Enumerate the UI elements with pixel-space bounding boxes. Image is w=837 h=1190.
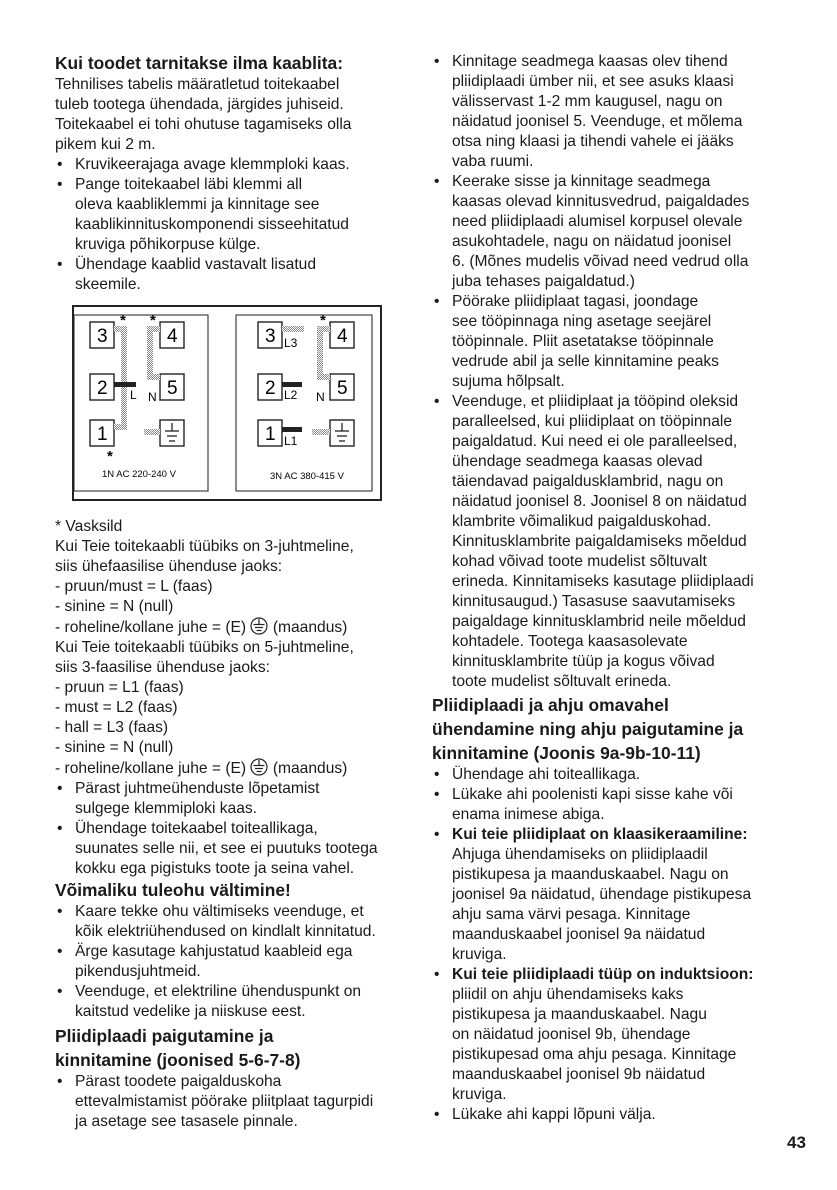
text-line: näidatud joonisel 8. Joonisel 8 on näidatud xyxy=(452,493,747,510)
text-line: kinnitusklambrite tüüp ja kogus võivad xyxy=(452,653,715,670)
text-line: - pruun/must = L (faas) xyxy=(55,578,213,595)
copper-bridge-right xyxy=(320,329,330,377)
text-line: sulgege klemmiploki kaas. xyxy=(75,800,258,817)
text-line: 6. (Mõnes mudelis võivad need vedrud olla xyxy=(452,253,749,270)
bullet-dot: • xyxy=(57,156,63,173)
text-line: kõik elektriühendused on kindlalt kinnitatud. xyxy=(75,923,376,940)
text-line: Ühendage kaablid vastavalt lisatud xyxy=(75,256,316,273)
text-line: kaablikinnituskomponendi sisseehitatud xyxy=(75,216,349,233)
terminal-5-label: 5 xyxy=(337,378,348,399)
text-line: Kinnitage seadmega kaasas olev tihend xyxy=(452,53,728,70)
bullet-moisture xyxy=(55,982,400,1022)
text-line: ettevalmistamist pöörake pliitplaat tagurpidi xyxy=(75,1093,374,1110)
text-line: Toitekaabel ei tohi ohutuse tagamiseks olla xyxy=(55,116,352,133)
text-line: välisservast 1-2 mm kaugusel, nagu on xyxy=(452,93,723,110)
bullet-arc xyxy=(55,902,400,942)
l2-wire xyxy=(282,382,302,387)
text-line: kaasas olevad kinnitusvedrud, paigaldades xyxy=(452,193,750,210)
text-line: Pliidiplaadi paigutamine ja xyxy=(55,1026,274,1046)
text-line: paigaldatud. Kui need ei ole paralleelsed, xyxy=(452,433,738,450)
three-phase-label: 3N AC 380-415 V xyxy=(270,471,344,482)
intro-paragraph xyxy=(55,75,400,155)
text-line: enama inimese abiga. xyxy=(452,806,605,823)
text-line: siis ühefaasilise ühenduse jaoks: xyxy=(55,558,283,575)
text-line: kokku ega pigistuks toote ja seina vahel. xyxy=(75,860,355,877)
heading-fire-risk: Võimaliku tuleohu vältimine! xyxy=(55,880,291,900)
text-line: paigaldage kinnitusklambrid neile mõeldud xyxy=(452,613,746,630)
terminal-3-label: 3 xyxy=(265,326,276,347)
text-line: klambrite võimalikud paigalduskohad. xyxy=(452,513,712,530)
bullet-connect-scheme xyxy=(55,255,400,295)
label-L2: L2 xyxy=(284,388,298,402)
text-line: vaba ruumi. xyxy=(452,153,534,170)
bullet-dot: • xyxy=(434,173,440,190)
text-line: paralleelsed, kui pliidiplaat on tööpinnale xyxy=(452,413,733,430)
bullet-push-oven xyxy=(432,785,784,825)
text-line: kohtadele. Tootega kaasasolevate xyxy=(452,633,688,650)
bullet-close-cover xyxy=(55,779,400,819)
terminal-1-label: 1 xyxy=(97,424,108,445)
text-line: juba tehases paigaldatud.) xyxy=(452,273,635,290)
l1-wire xyxy=(282,427,302,432)
bullet-dot: • xyxy=(57,820,63,837)
text-line: siis 3-faasilise ühenduse jaoks: xyxy=(55,659,270,676)
text-line: joonisel 9a näidatud, ühendage pistikupesa xyxy=(452,886,752,903)
text-line: ahju sama värvi pesaga. Kinnitage xyxy=(452,906,691,923)
bullet-oven-power xyxy=(432,765,784,785)
terminal-3-label: 3 xyxy=(97,326,108,347)
bullet-dot: • xyxy=(434,393,440,410)
earth-line-1 xyxy=(55,617,400,638)
text-line: Tehnilises tabelis määratletud toitekaabel xyxy=(55,76,340,93)
star-mark: * xyxy=(150,312,156,329)
copper-bridge-left xyxy=(114,329,124,427)
text-line: kinnitamine (Joonis 9a-9b-10-11) xyxy=(432,743,701,763)
text-line: Ärge kasutage kahjustatud kaableid ega xyxy=(75,943,353,960)
text-line: kinnitamine (joonised 5-6-7-8) xyxy=(55,1050,301,1070)
phase-wire xyxy=(114,382,136,387)
star-mark: * xyxy=(320,312,326,329)
wiring-diagram xyxy=(72,305,382,501)
text-line: Kui Teie toitekaabli tüübiks on 5-juhtmeline, xyxy=(55,639,354,656)
label-L: L xyxy=(130,388,137,402)
bullet-dot: • xyxy=(434,966,440,983)
right-column xyxy=(432,52,784,1125)
text-line: Pärast toodete paigalduskoha xyxy=(75,1073,282,1090)
text-line: pliidiplaadi ümber nii, et see asuks klaasi xyxy=(452,73,734,90)
earth-ground-icon xyxy=(250,617,268,635)
bullet-induction xyxy=(432,965,784,1105)
text-line: - roheline/kollane juhe = (E) xyxy=(55,619,247,636)
copper-bridge-right xyxy=(150,329,160,377)
bullet-dot: • xyxy=(434,293,440,310)
wiring-diagram-svg xyxy=(74,307,380,499)
bullet-title: Kui teie pliidiplaadi tüüp on induktsioon: xyxy=(452,966,754,983)
text-line: erineda. Kinnitamiseks kasutage pliidiplaadi xyxy=(452,573,754,590)
bullet-dot: • xyxy=(57,256,63,273)
text-line: - roheline/kollane juhe = (E) xyxy=(55,760,247,777)
bullet-seal xyxy=(432,52,784,172)
text-line: - hall = L3 (faas) xyxy=(55,719,169,736)
text-line: pikendusjuhtmeid. xyxy=(75,963,201,980)
text-line: pistikupesad oma ahju pesaga. Kinnitage xyxy=(452,1046,737,1063)
text-line: - sinine = N (null) xyxy=(55,739,174,756)
text-line: sujuma hõlpsalt. xyxy=(452,373,565,390)
text-line: ühendamine ning ahju paigutamine ja xyxy=(432,719,744,739)
text-line: Pliidiplaadi ja ahju omavahel xyxy=(432,695,669,715)
label-N: N xyxy=(148,390,157,404)
text-line: (maandus) xyxy=(272,619,348,636)
text-line: tuleb tootega ühendada, järgides juhiseid. xyxy=(55,96,344,113)
text-line: kinnitusaugud.) Tasasuse saavutamiseks xyxy=(452,593,736,610)
heading-hob-placement xyxy=(55,1024,400,1072)
left-column xyxy=(55,52,400,1132)
text-line: Ahjuga ühendamiseks on pliidiplaadil xyxy=(452,846,708,863)
text-line: Veenduge, et pliidiplaat ja tööpind oleksid xyxy=(452,393,739,410)
bullet-dot: • xyxy=(434,766,440,783)
bullet-dot: • xyxy=(434,1106,440,1123)
bullet-dot: • xyxy=(434,53,440,70)
bullet-push-out xyxy=(432,1105,784,1125)
single-phase-label: 1N AC 220-240 V xyxy=(102,469,176,480)
text-line: Pöörake pliidiplaat tagasi, joondage xyxy=(452,293,699,310)
text-line: toote mudelist sõltuvalt erineda. xyxy=(452,673,672,690)
text-line: oleva kaabliklemmi ja kinnitage see xyxy=(75,196,320,213)
text-line: Kruvikeerajaga avage klemmploki kaas. xyxy=(75,156,350,173)
text-line: tööpinnale. Pliit asetatakse tööpinnale xyxy=(452,333,714,350)
star-mark: * xyxy=(107,448,113,465)
bullet-dot: • xyxy=(434,786,440,803)
bullet-damaged-cables xyxy=(55,942,400,982)
bullet-dot: • xyxy=(57,943,63,960)
text-line: on näidatud joonisel 9b, ühendage xyxy=(452,1026,691,1043)
bullet-dot: • xyxy=(57,176,63,193)
text-line: kruviga põhikorpuse külge. xyxy=(75,236,261,253)
wiring-notes xyxy=(55,517,400,779)
text-line: Kinnitusklambrite paigaldamiseks mõeldud xyxy=(452,533,747,550)
bullet-springs xyxy=(432,172,784,292)
bullet-connect-power xyxy=(55,819,400,879)
text-line: see tööpinnaga ning asetage seejärel xyxy=(452,313,712,330)
text-line: maanduskaabel joonisel 9a näidatud xyxy=(452,926,706,943)
text-line: ja asetage see tasasele pinnale. xyxy=(75,1113,298,1130)
text-line: maanduskaabel joonisel 9b näidatud xyxy=(452,1066,706,1083)
text-line: vedrude abil ja selle kinnitamine peaks xyxy=(452,353,719,370)
earth-line-2 xyxy=(55,758,400,779)
terminal-5-label: 5 xyxy=(167,378,178,399)
text-line: otsa ning klaasi ja tihendi vahele ei jääks xyxy=(452,133,734,150)
text-line: Ühendage toitekaabel toiteallikaga, xyxy=(75,820,318,837)
text-line: Veenduge, et elektriline ühenduspunkt on xyxy=(75,983,362,1000)
label-L3: L3 xyxy=(284,336,298,350)
label-N: N xyxy=(316,390,325,404)
text-line: - pruun = L1 (faas) xyxy=(55,679,184,696)
bullet-turn-hob xyxy=(55,1072,400,1132)
text-line: täiendavad paigaldusklambrid, nagu on xyxy=(452,473,724,490)
earth-ground-icon xyxy=(250,758,268,776)
text-line: kaitstud vedelike ja niiskuse eest. xyxy=(75,1003,306,1020)
text-line: Keerake sisse ja kinnitage seadmega xyxy=(452,173,711,190)
terminal-1-label: 1 xyxy=(265,424,276,445)
text-line: need pliidiplaadi alumisel korpusel olevale xyxy=(452,213,743,230)
text-line: Kaare tekke ohu vältimiseks veenduge, et xyxy=(75,903,364,920)
text-line: - must = L2 (faas) xyxy=(55,699,178,716)
star-mark: * xyxy=(120,312,126,329)
bullet-cable-clamp xyxy=(55,175,400,255)
bullet-dot: • xyxy=(57,903,63,920)
bullet-glass-ceramic xyxy=(432,825,784,965)
text-line: - sinine = N (null) xyxy=(55,598,174,615)
bullet-dot: • xyxy=(57,983,63,1000)
text-line: pikem kui 2 m. xyxy=(55,136,156,153)
page-number: 43 xyxy=(787,1133,806,1152)
bullet-dot: • xyxy=(57,1073,63,1090)
text-line: kohad võivad toote mudelist sõltuvalt xyxy=(452,553,707,570)
text-line: kruviga. xyxy=(452,1086,507,1103)
text-line: näidatud joonisel 5. Veenduge, et mõlema xyxy=(452,113,743,130)
three-phase-terminals xyxy=(258,312,354,448)
terminal-4-label: 4 xyxy=(337,326,348,347)
label-L1: L1 xyxy=(284,434,298,448)
text-line: suunates selle nii, et see ei puutuks tootega xyxy=(75,840,378,857)
text-line: asukohtadele, nagu on näidatud joonisel xyxy=(452,233,732,250)
bullet-dot: • xyxy=(434,826,440,843)
text-line: pistikupesa ja maanduskaabel. Nagu on xyxy=(452,866,729,883)
bullet-dot: • xyxy=(57,780,63,797)
text-line: Lükake ahi kappi lõpuni välja. xyxy=(452,1106,656,1123)
single-phase-terminals xyxy=(90,312,184,465)
bullet-turn-back xyxy=(432,292,784,392)
text-line: skeemile. xyxy=(75,276,141,293)
text-line: Pärast juhtmeühenduste lõpetamist xyxy=(75,780,320,797)
text-line: Lükake ahi poolenisti kapi sisse kahe või xyxy=(452,786,733,803)
text-line: Ühendage ahi toiteallikaga. xyxy=(452,766,641,783)
text-line: (maandus) xyxy=(272,760,348,777)
text-line: kruviga. xyxy=(452,946,507,963)
terminal-4-label: 4 xyxy=(167,326,178,347)
text-line: Pange toitekaabel läbi klemmi all xyxy=(75,176,303,193)
heading-no-cable: Kui toodet tarnitakse ilma kaablita: xyxy=(55,53,343,73)
text-line: pliidil on ahju ühendamiseks kaks xyxy=(452,986,684,1003)
heading-oven-connection xyxy=(432,693,784,765)
text-line: pistikupesa ja maanduskaabel. Nagu xyxy=(452,1006,707,1023)
text-line: Kui Teie toitekaabli tüübiks on 3-juhtmeline, xyxy=(55,538,354,555)
terminal-2-label: 2 xyxy=(265,378,276,399)
bullet-parallel xyxy=(432,392,784,692)
terminal-2-label: 2 xyxy=(97,378,108,399)
bullet-screwdriver xyxy=(55,155,400,175)
text-line: ühendage seadmega kaasas olevad xyxy=(452,453,703,470)
text-line: * Vasksild xyxy=(55,518,123,535)
bullet-title: Kui teie pliidiplaat on klaasikeraamiline: xyxy=(452,826,748,843)
